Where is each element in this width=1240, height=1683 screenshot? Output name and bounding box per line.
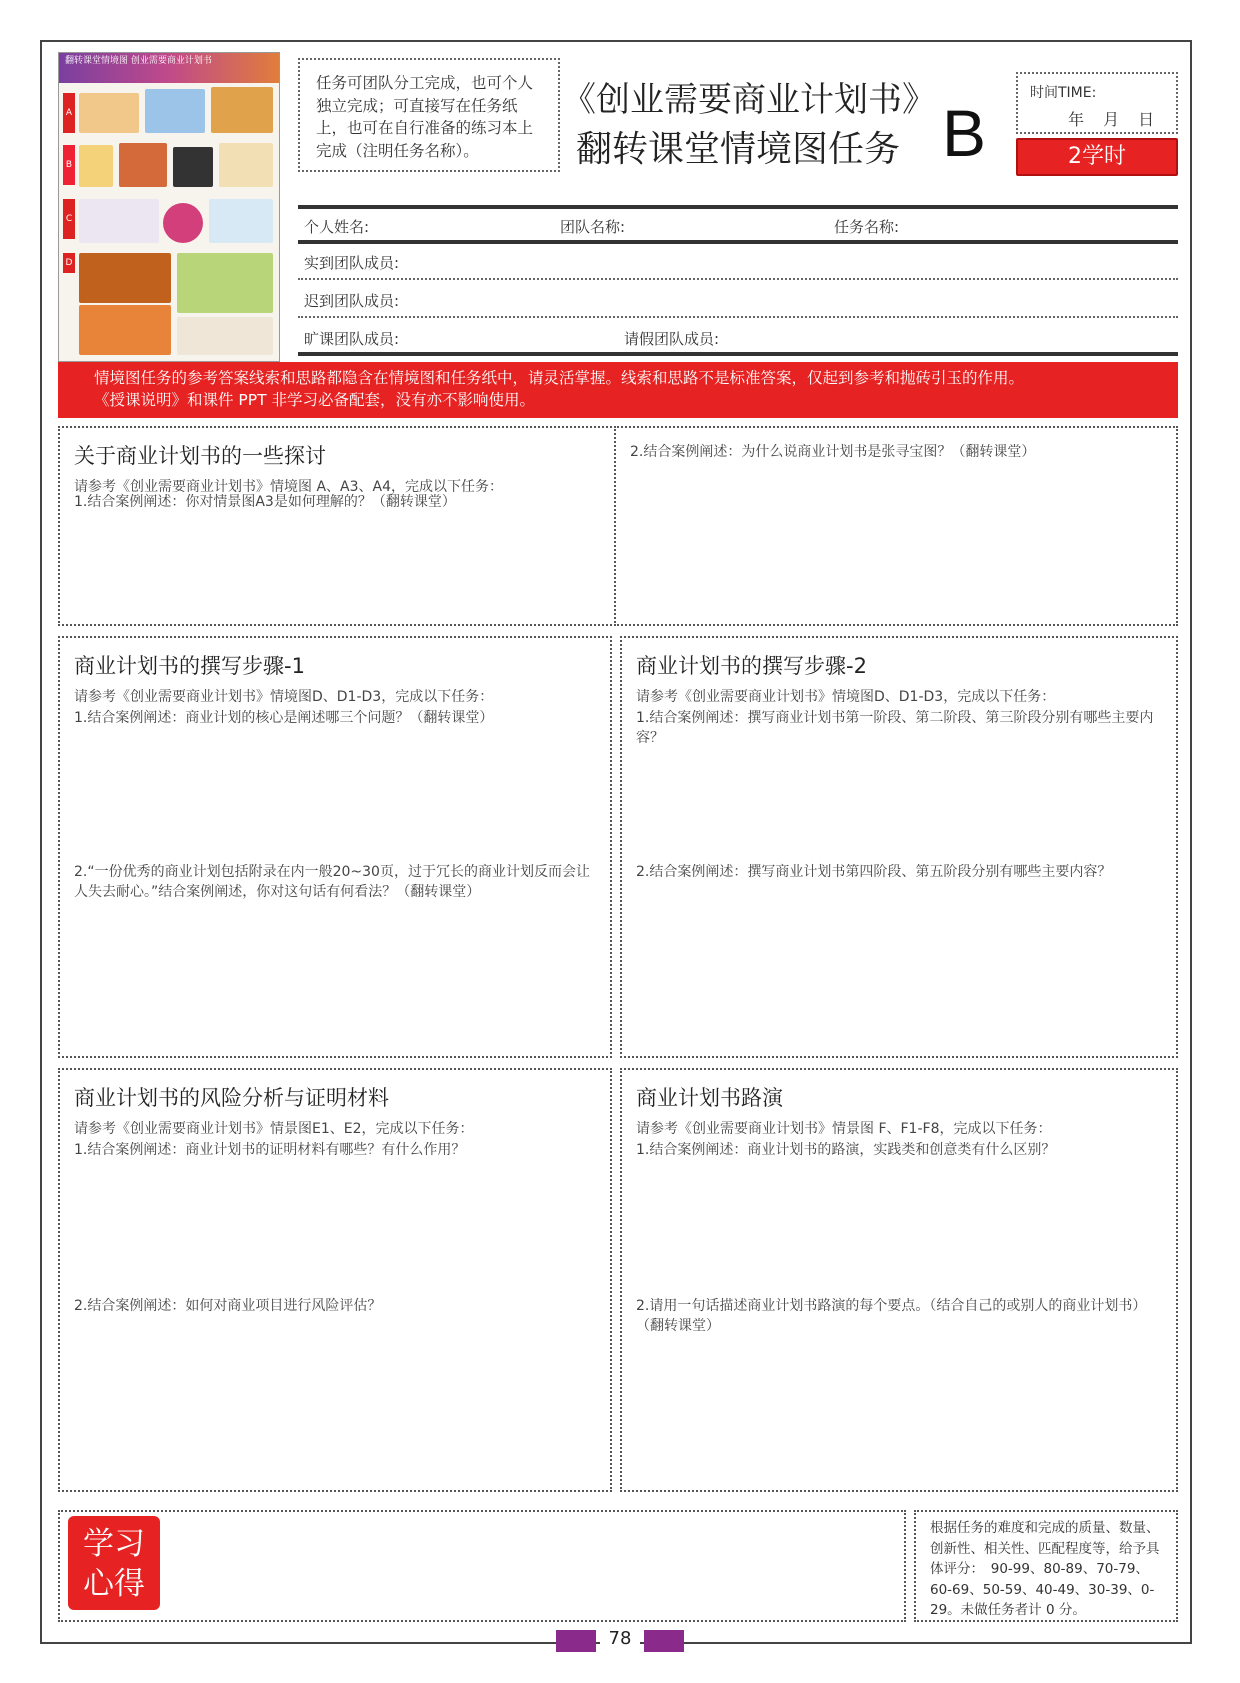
question-1: 1.结合案例阐述：商业计划的核心是阐述哪三个问题？（翻转课堂） xyxy=(74,710,494,726)
page-number: 78 xyxy=(600,1628,640,1649)
learning-badge-line-1: 学习 xyxy=(83,1526,145,1562)
question-2: 2.结合案例阐述：如何对商业项目进行风险评估？ xyxy=(74,1298,382,1314)
date-box xyxy=(1016,72,1178,134)
panel-treasure-map[interactable] xyxy=(614,426,1178,626)
leave-members-field[interactable]: 请假团队成员: xyxy=(624,330,720,348)
panel-writing-steps-1[interactable] xyxy=(58,636,612,1058)
form-rule-3 xyxy=(298,278,1178,280)
class-hours-badge: 2学时 xyxy=(1016,138,1178,176)
page-bar-right xyxy=(644,1630,684,1652)
question-2: 2.请用一句话描述商业计划书路演的每个要点。（结合自己的或别人的商业计划书）（翻转课堂） xyxy=(636,1298,1147,1334)
panel-title: 商业计划书的撰写步骤-2 xyxy=(636,654,867,678)
question-1: 1.结合案例阐述：商业计划书的路演，实践类和创意类有什么区别？ xyxy=(636,1142,1056,1158)
thumbnail-caption: 翻转课堂情境图 创业需要商业计划书 xyxy=(59,53,279,83)
panel-reference: 请参考《创业需要商业计划书》情境图D、D1-D3，完成以下任务： xyxy=(74,689,494,705)
late-members-field[interactable]: 迟到团队成员: xyxy=(304,292,400,310)
hint-line-2: 《授课说明》和课件 PPT 非学习必备配套，没有亦不影响使用。 xyxy=(94,391,536,409)
form-top-rule xyxy=(298,205,1178,209)
panel-discussion[interactable] xyxy=(58,426,616,626)
form-bottom-rule xyxy=(298,352,1178,356)
time-label: 时间TIME: xyxy=(1030,85,1097,101)
panel-title: 商业计划书的风险分析与证明材料 xyxy=(74,1086,389,1110)
absent-members-field[interactable]: 旷课团队成员: xyxy=(304,330,400,348)
panel-reference: 请参考《创业需要商业计划书》情境图 A、A3、A4，完成以下任务： xyxy=(74,479,503,495)
task-note: 任务可团队分工完成，也可个人独立完成；可直接写在任务纸上，也可在自行准备的练习本上完成（注明任务名称）。 xyxy=(298,58,560,172)
thumbnail-section-a: A xyxy=(63,93,75,133)
question-2: 2.“一份优秀的商业计划包括附录在内一般20~30页，过于冗长的商业计划反而会让人失去耐心。”结合案例阐述，你对这句话有何看法？（翻转课堂） xyxy=(74,864,590,900)
name-field[interactable]: 个人姓名: xyxy=(304,218,370,236)
hint-banner xyxy=(58,362,1178,418)
question-2: 2.结合案例阐述：撰写商业计划书第四阶段、第五阶段分别有哪些主要内容？ xyxy=(636,864,1112,880)
panel-title: 商业计划书的撰写步骤-1 xyxy=(74,654,305,678)
panel-roadshow[interactable] xyxy=(620,1068,1178,1492)
grading-criteria: 根据任务的难度和完成的质量、数量、创新性、相关性、匹配程度等，给予具体评分： 90-99、80-89、70-79、60-69、50-59、40-49、30-39、0-29。未做任务者计 0 分。 xyxy=(914,1510,1178,1622)
question-1: 1.结合案例阐述：你对情景图A3是如何理解的？（翻转课堂） xyxy=(74,494,456,510)
learning-notes-badge xyxy=(68,1516,160,1610)
page-title-line2: 翻转课堂情境图任务 xyxy=(576,129,901,170)
panel-reference: 请参考《创业需要商业计划书》情景图E1、E2，完成以下任务： xyxy=(74,1121,474,1137)
hint-line-1: 情境图任务的参考答案线索和思路都隐含在情境图和任务纸中，请灵活掌握。线索和思路不是标准答案，仅起到参考和抛砖引玉的作用。 xyxy=(94,369,1025,387)
thumbnail-section-c: C xyxy=(63,199,75,239)
thumbnail-section-d: D xyxy=(63,253,75,273)
page-title-line1: 《创业需要商业计划书》 xyxy=(562,80,936,120)
panel-writing-steps-2[interactable] xyxy=(620,636,1178,1058)
learning-notes-area[interactable] xyxy=(58,1510,906,1622)
question-1: 1.结合案例阐述：商业计划书的证明材料有哪些？有什么作用？ xyxy=(74,1142,466,1158)
date-field[interactable]: 年 月 日 xyxy=(1068,110,1155,129)
task-name-field[interactable]: 任务名称: xyxy=(834,218,900,236)
page-bar-left xyxy=(556,1630,596,1652)
panel-reference: 请参考《创业需要商业计划书》情境图D、D1-D3，完成以下任务： xyxy=(636,689,1056,705)
panel-risk-analysis[interactable] xyxy=(58,1068,612,1492)
panel-title: 关于商业计划书的一些探讨 xyxy=(74,444,326,468)
scenario-thumbnail xyxy=(58,52,280,362)
thumbnail-section-b: B xyxy=(63,145,75,185)
panel-title: 商业计划书路演 xyxy=(636,1086,783,1110)
present-members-field[interactable]: 实到团队成员: xyxy=(304,254,400,272)
form-rule-2 xyxy=(298,240,1178,244)
question-2: 2.结合案例阐述：为什么说商业计划书是张寻宝图？（翻转课堂） xyxy=(630,444,1036,460)
learning-badge-line-2: 心得 xyxy=(83,1566,145,1602)
variant-letter: B xyxy=(942,96,987,170)
team-name-field[interactable]: 团队名称: xyxy=(560,218,626,236)
panel-reference: 请参考《创业需要商业计划书》情景图 F、F1-F8，完成以下任务： xyxy=(636,1121,1052,1137)
form-rule-4 xyxy=(298,316,1178,318)
question-1: 1.结合案例阐述：撰写商业计划书第一阶段、第二阶段、第三阶段分别有哪些主要内容？ xyxy=(636,710,1154,746)
